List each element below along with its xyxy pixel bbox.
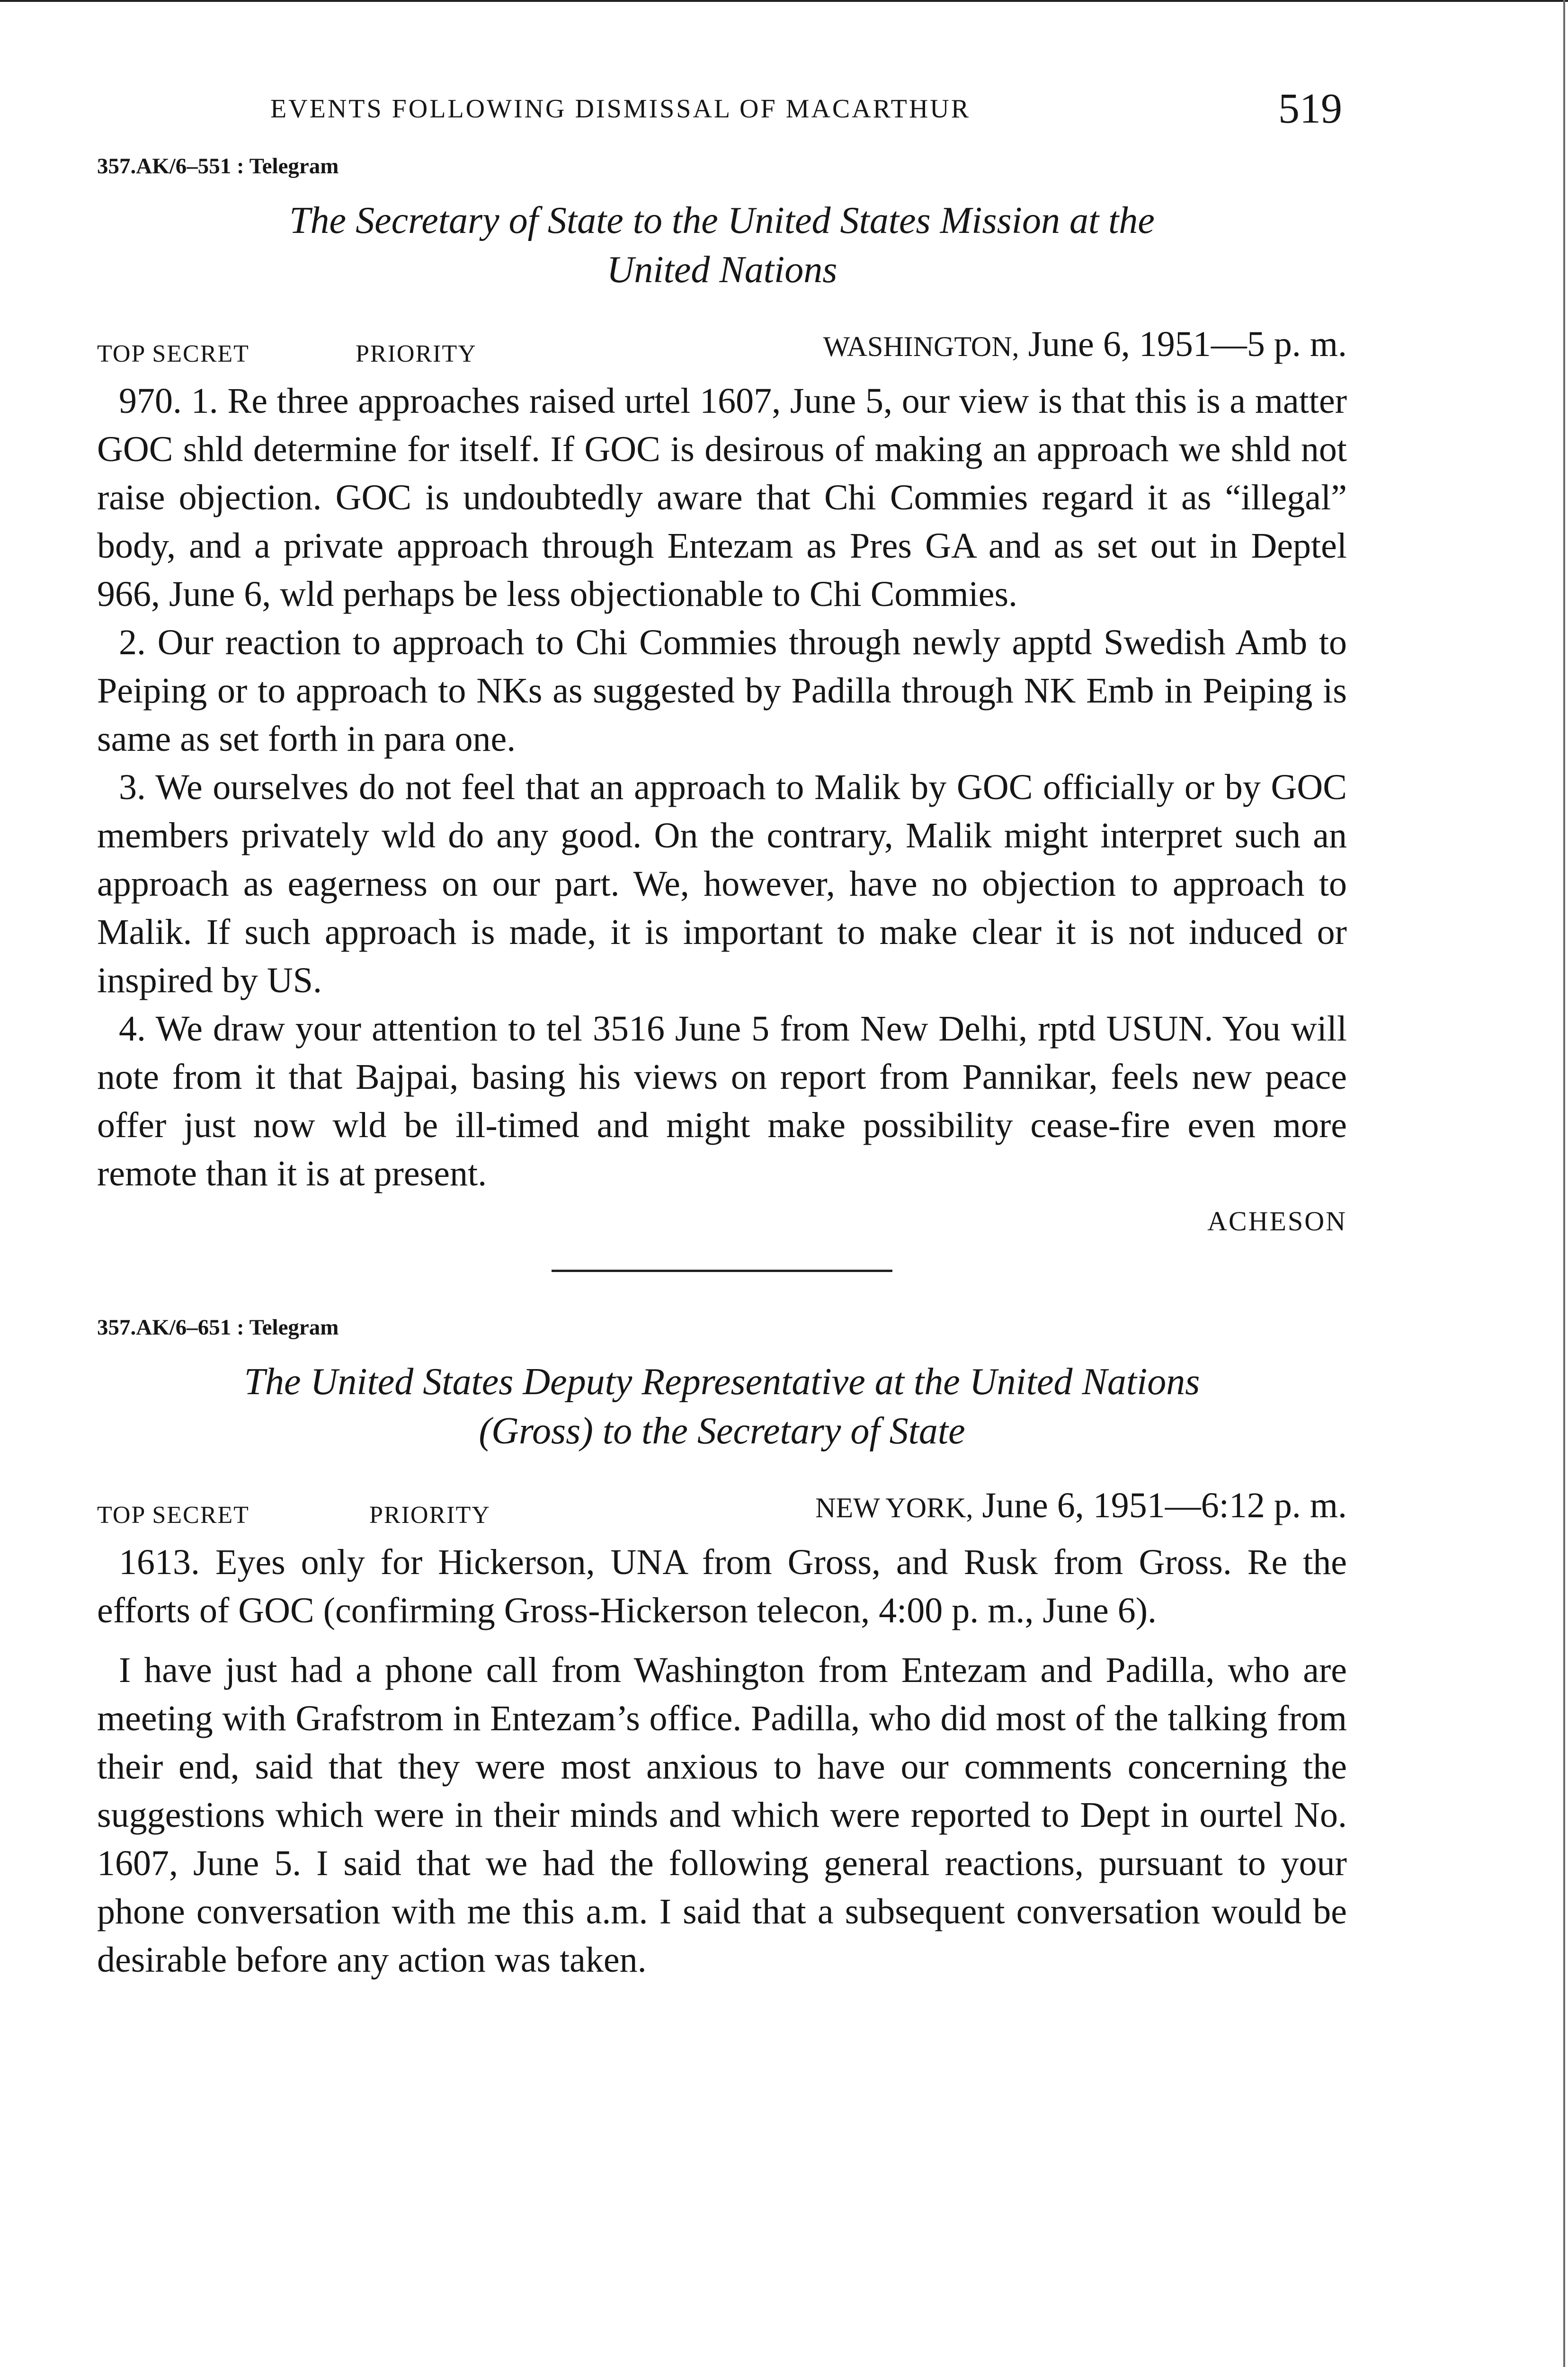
paragraph: 2. Our reaction to approach to Chi Commies through newly apptd Swedish Amb to Peiping or to approach to NKs as suggested by Padilla through NK Emb in Peiping is same as set forth in para one. [97, 623, 1347, 759]
paragraph: 970. 1. Re three approaches raised urtel 1607, June 5, our view is that this is a matter GOC shld determine for itself. If GOC is desirous of making an approach we shld not raise objection. GOC is undoubtedly aware that Chi Commies regard it as “illegal” body, and a private approach through Entezam as Pres GA and as set out in Deptel 966, June 6, wld perhaps be less objectionable to Chi Commies. [97, 381, 1347, 614]
document-page [97, 76, 1347, 1984]
top-scan-edge [0, 0, 1568, 2]
file-reference: 357.AK/6–651 : Telegram [97, 1315, 339, 1340]
page-number: 519 [1278, 85, 1342, 132]
running-head [97, 76, 1347, 133]
document-title [97, 1357, 1347, 1456]
running-head-title: EVENTS FOLLOWING DISMISSAL OF MACARTHUR [270, 94, 971, 124]
right-scan-edge [1563, 0, 1565, 2367]
telegram-1 [97, 153, 1347, 1243]
telegram-2 [97, 1315, 1347, 1984]
document-title-line: The Secretary of State to the United States Mission at the [289, 200, 1155, 241]
priority: PRIORITY [369, 1502, 490, 1529]
paragraph: 1613. Eyes only for Hickerson, UNA from Gross, and Rusk from Gross. Re the efforts of GOC (confirming Gross-Hickerson telecon, 4:00 p. m., June 6). [97, 1542, 1347, 1630]
document-title-line: The United States Deputy Representative at the United Nations [244, 1361, 1200, 1403]
dateline [97, 324, 1347, 377]
place-date [815, 1485, 1347, 1526]
document-title-line: United Nations [606, 249, 837, 291]
place: NEW YORK, [815, 1492, 973, 1523]
priority: PRIORITY [356, 340, 477, 367]
section-divider [552, 1270, 892, 1272]
paragraph: 4. We draw your attention to tel 3516 June 5 from New Delhi, rptd USUN. You will note from it that Bajpai, basing his views on report from Pannikar, feels new peace offer just now wld be ill-timed and might make possibility cease-fire even more remote than it is at present. [97, 1009, 1347, 1193]
place-date [823, 324, 1347, 365]
date: June 6, 1951—6:12 p. m. [973, 1486, 1347, 1525]
file-reference: 357.AK/6–551 : Telegram [97, 154, 339, 178]
classification: TOP SECRET [97, 1502, 249, 1529]
paragraph: 3. We ourselves do not feel that an approach to Malik by GOC officially or by GOC members privately wld do any good. On the contrary, Malik might interpret such an approach as eagerness on our part. We, however, have no objection to approach to Malik. If such approach is made, it is important to make clear it is not induced or inspired by US. [97, 767, 1347, 1000]
place: WASHINGTON, [823, 331, 1019, 362]
paragraph: I have just had a phone call from Washington from Entezam and Padilla, who are meeting with Grafstrom in Entezam’s office. Padilla, who did most of the talking from their end, said that they were most anxious to have our comments concerning the suggestions which were in their minds and which were reported to Dept in ourtel No. 1607, June 5. I said that we had the following general reactions, pursuant to your phone conversation with me this a.m. I said that a subsequent conversation would be desirable before any action was taken. [97, 1650, 1347, 1980]
classification: TOP SECRET [97, 340, 249, 367]
dateline [97, 1485, 1347, 1538]
signature: ACHESON [1207, 1206, 1347, 1237]
document-title [97, 196, 1347, 294]
document-title-line: (Gross) to the Secretary of State [479, 1410, 965, 1452]
date: June 6, 1951—5 p. m. [1019, 324, 1347, 364]
